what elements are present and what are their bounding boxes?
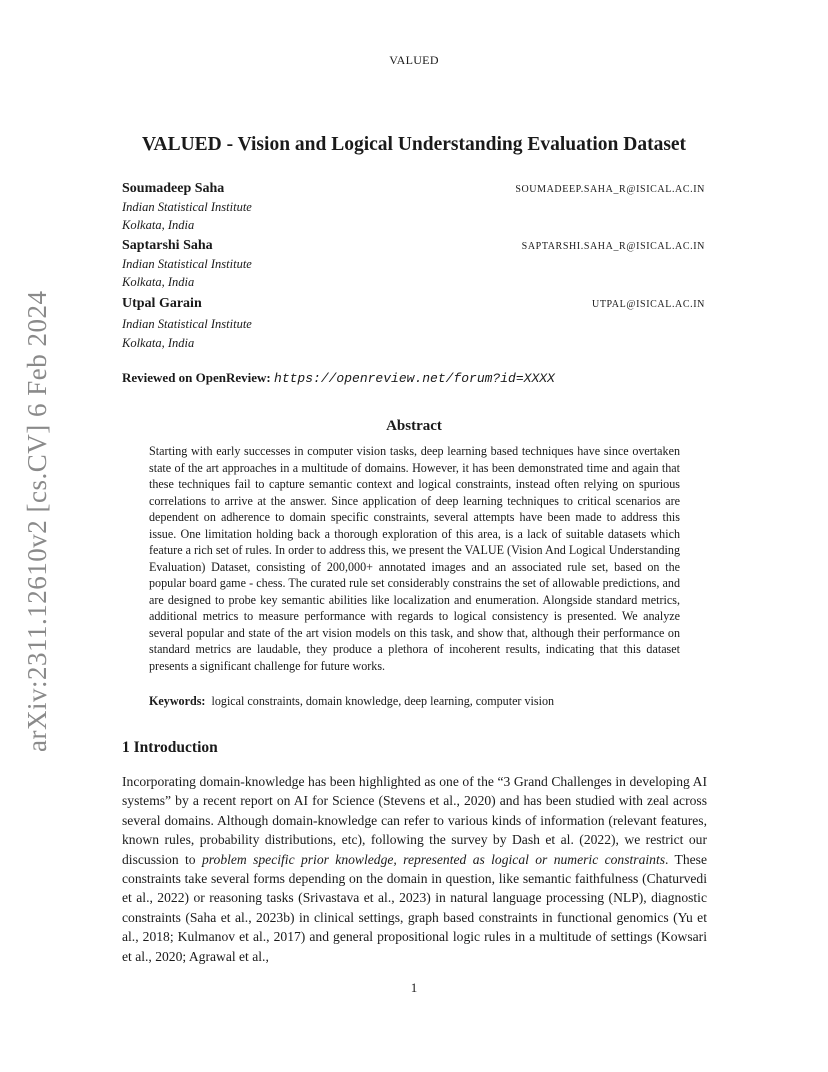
intro-text-part1: Incorporating domain-knowledge has been highlighted as one of the “3 Grand Challenges in developing AI systems” by a recent report on AI for Science (Stevens et al., 2020) and has been studied with zeal across several domains. Although domain-knowledge can refer to various kinds of information (relevant features, known rules, probability distributions, etc), following the survey by Dash et al. (2022), we restrict our discussion to xyxy=(122,774,707,867)
intro-paragraph xyxy=(122,772,707,966)
author-email: UTPAL@ISICAL.AC.IN xyxy=(592,299,705,310)
section-number: 1 xyxy=(122,739,130,756)
author-institution: Indian Statistical Institute xyxy=(122,200,252,214)
openreview-link[interactable]: https://openreview.net/forum?id=XXXX xyxy=(274,371,555,386)
section-title: Introduction xyxy=(133,739,218,756)
abstract-text: Starting with early successes in computer vision tasks, deep learning based techniques have since overtaken state of the art approaches in a multitude of domains. However, it has been demonstrated time and again that these techniques fail to capture semantic context and logical constraints, instead often relying on spurious correlations to arrive at the answer. Since application of deep learning techniques to critical scenarios are dependent on adherence to domain specific constraints, several attempts have been made to address this issue. One limitation holding back a thorough exploration of this area, is a lack of suitable datasets which feature a rich set of rules. In order to address this, we present the VALUE (Vision And Logical Understanding Evaluation) Dataset, consisting of 200,000+ annotated images and an associated rule set, based on the popular board game - chess. The curated rule set considerably constrains the set of allowable predictions, and are designed to probe key semantic abilities like localization and enumeration. Alongside standard metrics, additional metrics to measure performance with regards to logical consistency is presented. We analyze several popular and state of the art vision models on this task, and show that, although their performance on standard metrics are laudable, they produce a plethora of incoherent results, indicating that this dataset presents a significant challenge for future works. xyxy=(149,444,680,673)
author-email: SAPTARSHI.SAHA_R@ISICAL.AC.IN xyxy=(521,241,705,252)
author-location: Kolkata, India xyxy=(122,336,195,350)
keywords-line xyxy=(149,694,554,709)
author-email: SOUMADEEP.SAHA_R@ISICAL.AC.IN xyxy=(515,184,705,195)
reviewed-line xyxy=(122,370,555,386)
author-location: Kolkata, India xyxy=(122,218,195,232)
author-name: Soumadeep Saha xyxy=(122,181,225,196)
page-number: 1 xyxy=(410,980,418,995)
author-name: Utpal Garain xyxy=(122,296,202,311)
intro-text-part2: . These constraints take several forms depending on the domain in question, like semantic faithfulness (Chaturvedi et al., 2022) or reasoning tasks (Srivastava et al., 2023) in natural language processing (NLP), diagnostic constraints (Saha et al., 2023b) in clinical settings, graph based constraints in functional genomics (Yu et al., 2018; Kulmanov et al., 2017) and general propositional logic rules in a multitude of settings (Kowsari et al., 2020; Agrawal et al., xyxy=(122,851,707,964)
author-institution: Indian Statistical Institute xyxy=(122,257,252,271)
intro-emphasis: problem specific prior knowledge, represented as logical or numeric constraints xyxy=(201,851,666,867)
running-head: VALUED xyxy=(389,53,439,67)
abstract-heading: Abstract xyxy=(386,418,442,434)
keywords-label: Keywords: xyxy=(149,694,206,708)
keywords-text: logical constraints, domain knowledge, deep learning, computer vision xyxy=(211,694,555,708)
paper-title: VALUED - Vision and Logical Understanding Evaluation Dataset xyxy=(141,134,687,155)
reviewed-label: Reviewed on OpenReview: xyxy=(122,370,271,385)
author-institution: Indian Statistical Institute xyxy=(122,317,252,331)
author-location: Kolkata, India xyxy=(122,275,195,289)
section-heading xyxy=(122,739,218,757)
arxiv-stamp: arXiv:2311.12610v2 [cs.CV] 6 Feb 2024 xyxy=(22,290,52,752)
author-name: Saptarshi Saha xyxy=(122,238,213,253)
